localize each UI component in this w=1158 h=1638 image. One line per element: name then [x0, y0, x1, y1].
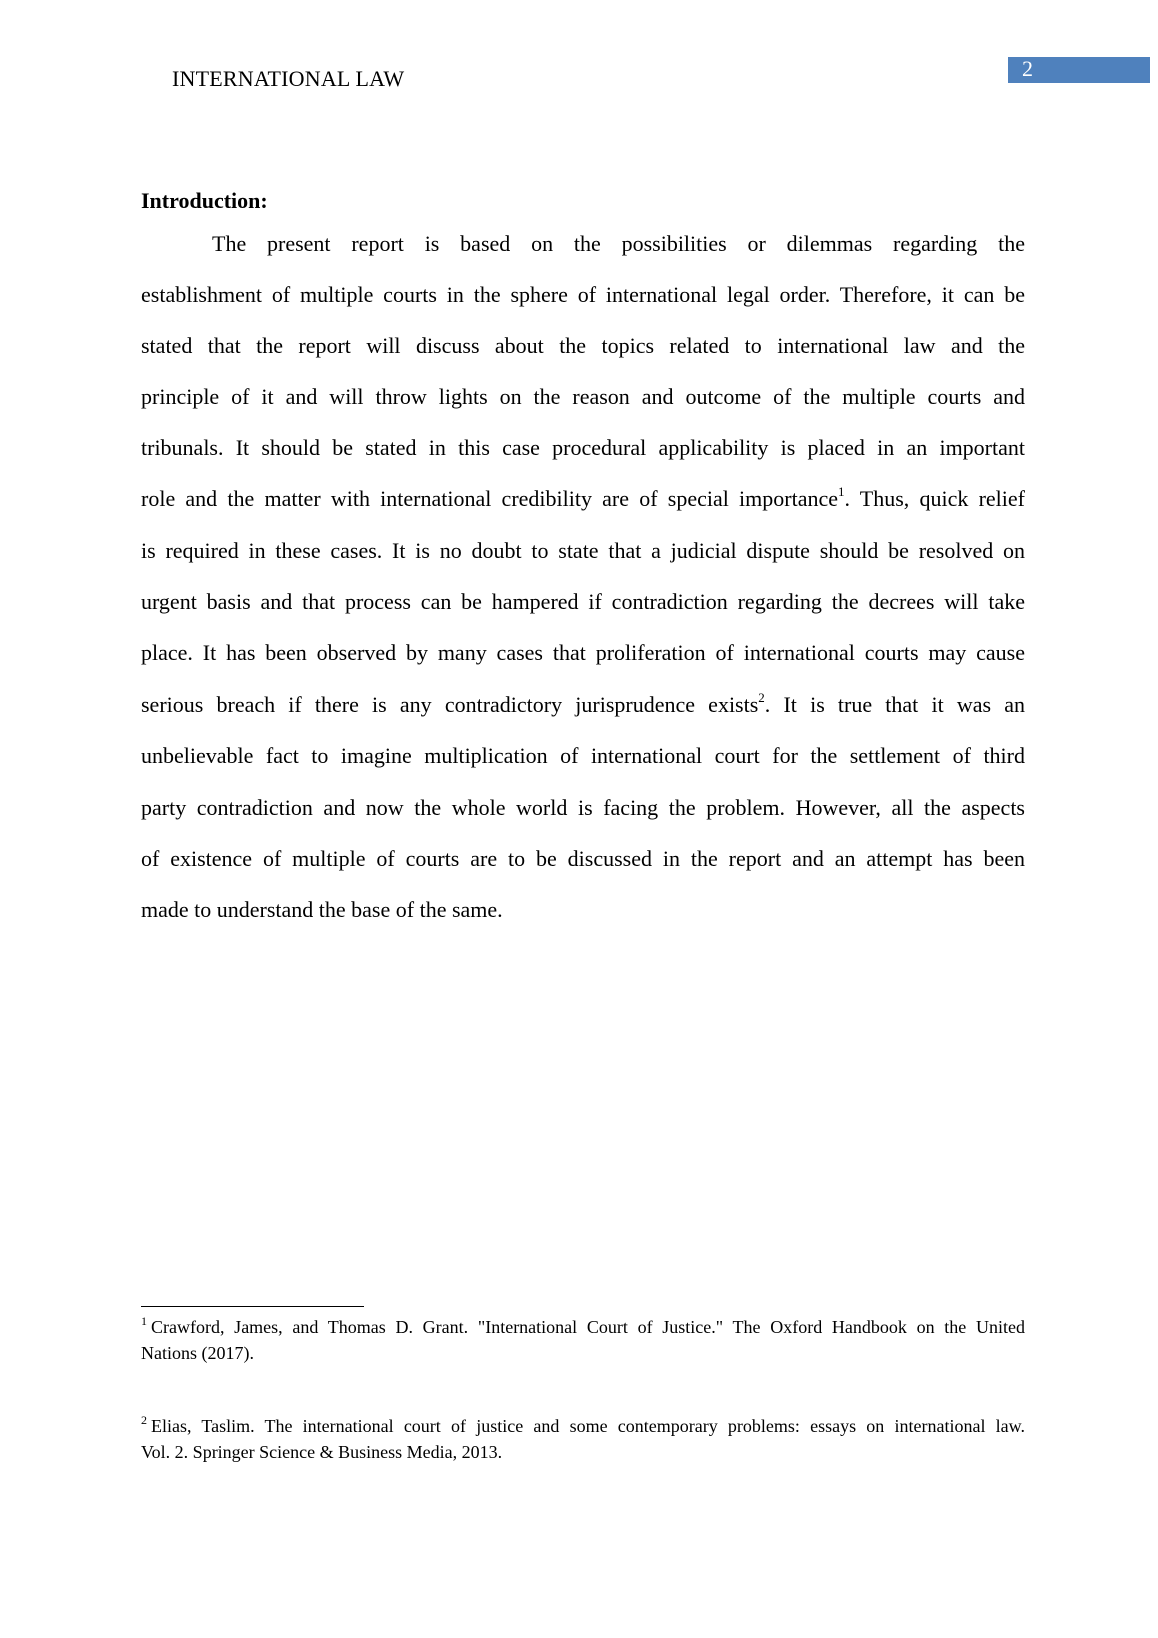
footnote-2-number: 2	[141, 1413, 147, 1427]
body-line: tribunals. It should be stated in this case procedural applicability is placed in an important	[141, 435, 1025, 460]
section-heading: Introduction:	[141, 188, 268, 213]
footnote-separator	[141, 1306, 364, 1307]
body-text: serious breach if there is any contradictory jurisprudence exists	[141, 692, 759, 717]
footnote-1-number: 1	[141, 1314, 147, 1328]
body-line: unbelievable fact to imagine multiplication of international court for the settlement of third	[141, 743, 1025, 768]
footnote-1-line-2: Nations (2017).	[141, 1343, 254, 1363]
page-number-box	[1008, 57, 1150, 83]
body-line-with-footnote-1	[141, 483, 1025, 515]
running-head: INTERNATIONAL LAW	[172, 66, 405, 91]
body-line: The present report is based on the possibilities or dilemmas regarding the	[212, 231, 1025, 256]
page-number: 2	[1022, 56, 1033, 81]
body-line: party contradiction and now the whole world is facing the problem. However, all the aspects	[141, 795, 1025, 820]
body-text: . Thus, quick relief	[844, 486, 1025, 511]
body-line: of existence of multiple of courts are to be discussed in the report and an attempt has been	[141, 846, 1025, 871]
body-line: urgent basis and that process can be hampered if contradiction regarding the decrees will take	[141, 589, 1025, 614]
body-line: establishment of multiple courts in the sphere of international legal order. Therefore, it can be	[141, 282, 1025, 307]
body-line: place. It has been observed by many cases that proliferation of international courts may cause	[141, 640, 1025, 665]
body-line: principle of it and will throw lights on the reason and outcome of the multiple courts and	[141, 384, 1025, 409]
body-line-with-footnote-2	[141, 689, 1025, 721]
footnote-2-line-2: Vol. 2. Springer Science & Business Media, 2013.	[141, 1442, 503, 1462]
body-line-last: made to understand the base of the same.	[141, 897, 503, 922]
footnote-2-text: Elias, Taslim. The international court of justice and some contemporary problems: essays on international law.	[151, 1416, 1025, 1436]
body-text: role and the matter with international credibility are of special importance	[141, 486, 838, 511]
body-line: is required in these cases. It is no doubt to state that a judicial dispute should be resolved on	[141, 538, 1025, 563]
footnote-ref-1[interactable]: 1	[838, 484, 845, 499]
body-text: . It is true that it was an	[764, 692, 1026, 717]
footnote-ref-2[interactable]: 2	[758, 690, 765, 705]
footnote-1-line-1	[141, 1314, 1025, 1340]
footnote-1-text: Crawford, James, and Thomas D. Grant. "International Court of Justice." The Oxford Handbook on the United	[151, 1317, 1025, 1337]
body-line: stated that the report will discuss about the topics related to international law and the	[141, 333, 1025, 358]
footnote-2-line-1	[141, 1413, 1025, 1439]
